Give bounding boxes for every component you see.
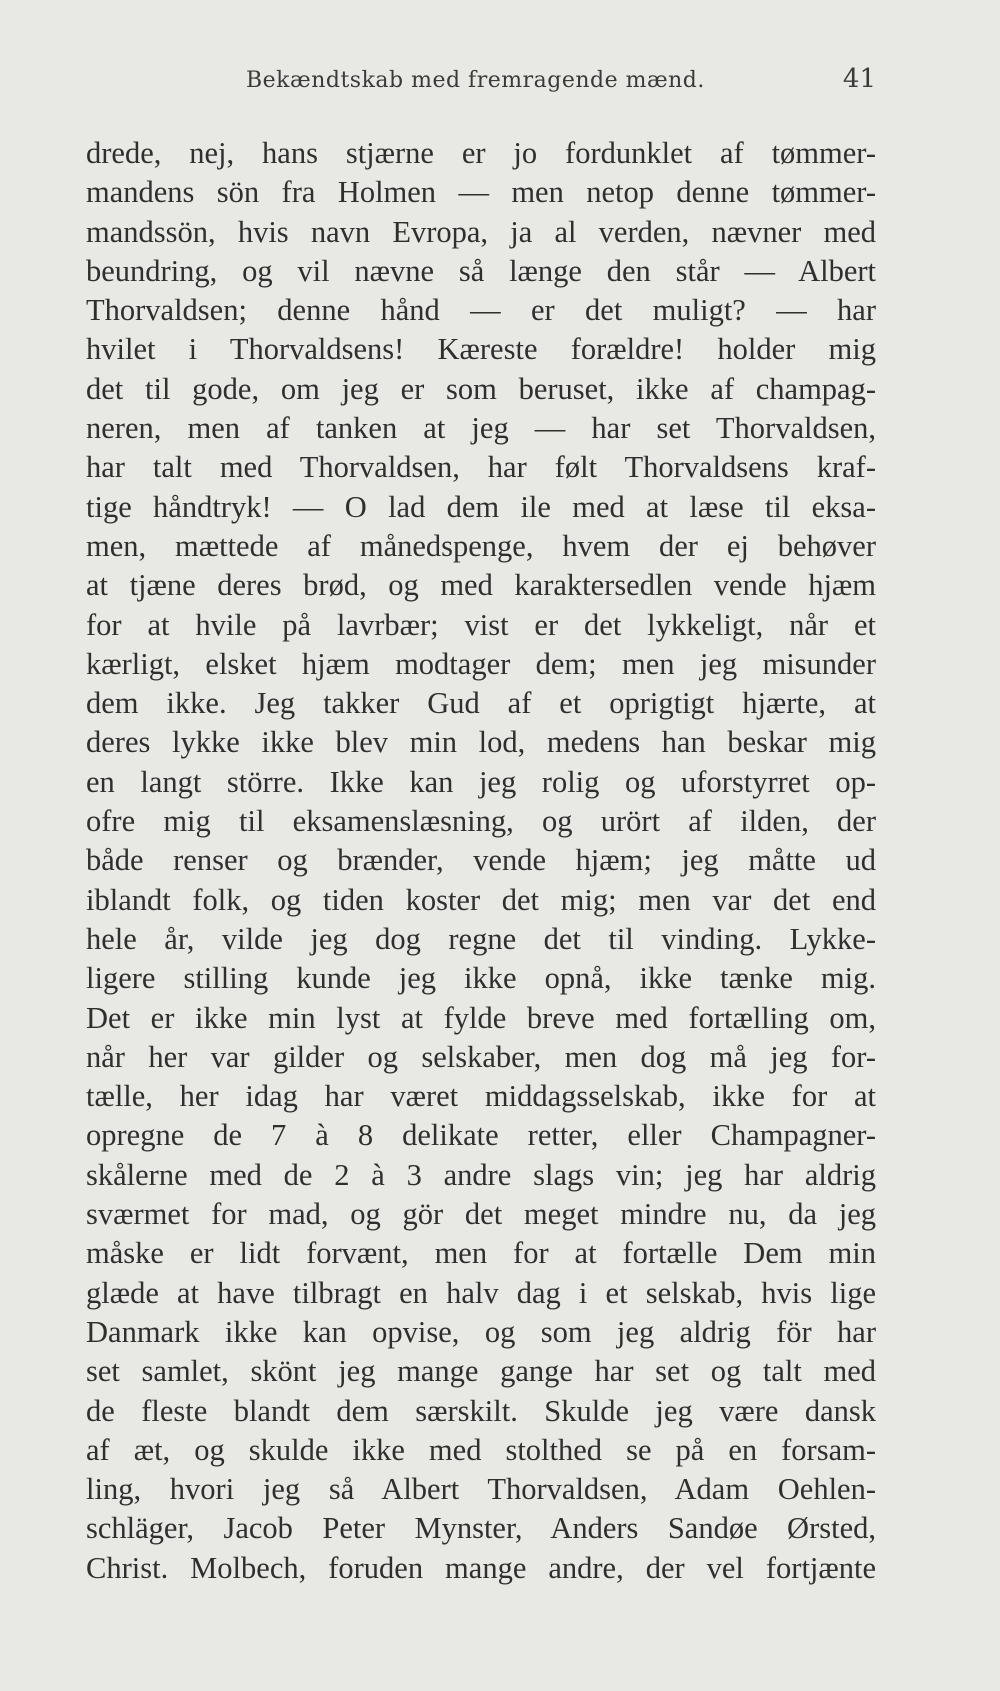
text-line: men, mættede af månedspenge, hvem der ej behøver bbox=[86, 528, 876, 563]
text-line: glæde at have tilbragt en halv dag i et selskab, hvis lige bbox=[86, 1275, 876, 1310]
page-header bbox=[86, 64, 876, 104]
text-line: iblandt folk, og tiden koster det mig; men var det end bbox=[86, 882, 876, 917]
text-line: hele år, vilde jeg dog regne det til vinding. Lykke- bbox=[86, 921, 876, 956]
text-line: både renser og brænder, vende hjæm; jeg måtte ud bbox=[86, 843, 876, 878]
text-line: Det er ikke min lyst at fylde breve med fortælling om, bbox=[86, 1000, 876, 1035]
text-line: af æt, og skulde ikke med stolthed se på en forsam- bbox=[86, 1432, 876, 1467]
page-number: 41 bbox=[842, 64, 876, 94]
text-line: for at hvile på lavrbær; vist er det lykkeligt, når et bbox=[86, 607, 876, 642]
text-line: de fleste blandt dem særskilt. Skulde jeg være dansk bbox=[86, 1393, 876, 1428]
text-line: ling, hvori jeg så Albert Thorvaldsen, Adam Oehlen- bbox=[86, 1472, 876, 1507]
body-text bbox=[86, 134, 876, 1588]
text-line: deres lykke ikke blev min lod, medens han beskar mig bbox=[86, 725, 876, 760]
text-line: hvilet i Thorvaldsens! Kæreste forældre! holder mig bbox=[86, 332, 876, 367]
text-line: set samlet, skönt jeg mange gange har set og talt med bbox=[86, 1354, 876, 1389]
text-line: det til gode, om jeg er som beruset, ikke af champag- bbox=[86, 371, 876, 406]
text-line: mandens sön fra Holmen — men netop denne tømmer- bbox=[86, 175, 876, 210]
text-line: beundring, og vil nævne så længe den står — Albert bbox=[86, 253, 876, 288]
text-line: neren, men af tanken at jeg — har set Thorvaldsen, bbox=[86, 411, 876, 446]
text-line: når her var gilder og selskaber, men dog må jeg for- bbox=[86, 1039, 876, 1074]
text-line: opregne de 7 à 8 delikate retter, eller Champagner- bbox=[86, 1118, 876, 1153]
text-line: Christ. Molbech, foruden mange andre, der vel fortjænte bbox=[86, 1550, 876, 1585]
text-line: mandssön, hvis navn Evropa, ja al verden, nævner med bbox=[86, 214, 876, 249]
text-line: kærligt, elsket hjæm modtager dem; men jeg misunder bbox=[86, 646, 876, 681]
text-line: skålerne med de 2 à 3 andre slags vin; jeg har aldrig bbox=[86, 1157, 876, 1192]
text-line: schläger, Jacob Peter Mynster, Anders Sandøe Ørsted, bbox=[86, 1511, 876, 1546]
text-line: dem ikke. Jeg takker Gud af et oprigtigt hjærte, at bbox=[86, 686, 876, 721]
text-line: ofre mig til eksamenslæsning, og urört af ilden, der bbox=[86, 804, 876, 839]
text-line: måske er lidt forvænt, men for at fortælle Dem min bbox=[86, 1236, 876, 1271]
text-line: Danmark ikke kan opvise, og som jeg aldrig för har bbox=[86, 1314, 876, 1349]
text-line: har talt med Thorvaldsen, har følt Thorvaldsens kraf- bbox=[86, 450, 876, 485]
text-line: tige håndtryk! — O lad dem ile med at læse til eksa- bbox=[86, 489, 876, 524]
text-line: at tjæne deres brød, og med karaktersedlen vende hjæm bbox=[86, 568, 876, 603]
text-line: tælle, her idag har været middagsselskab, ikke for at bbox=[86, 1079, 876, 1114]
text-line: ligere stilling kunde jeg ikke opnå, ikke tænke mig. bbox=[86, 961, 876, 996]
text-line: drede, nej, hans stjærne er jo fordunklet af tømmer- bbox=[86, 136, 876, 170]
text-line: en langt större. Ikke kan jeg rolig og uforstyrret op- bbox=[86, 764, 876, 799]
running-head: Bekændtskab med fremragende mænd. bbox=[246, 68, 705, 93]
text-line: Thorvaldsen; denne hånd — er det muligt? — har bbox=[86, 293, 876, 328]
text-line: sværmet for mad, og gör det meget mindre nu, da jeg bbox=[86, 1197, 876, 1232]
